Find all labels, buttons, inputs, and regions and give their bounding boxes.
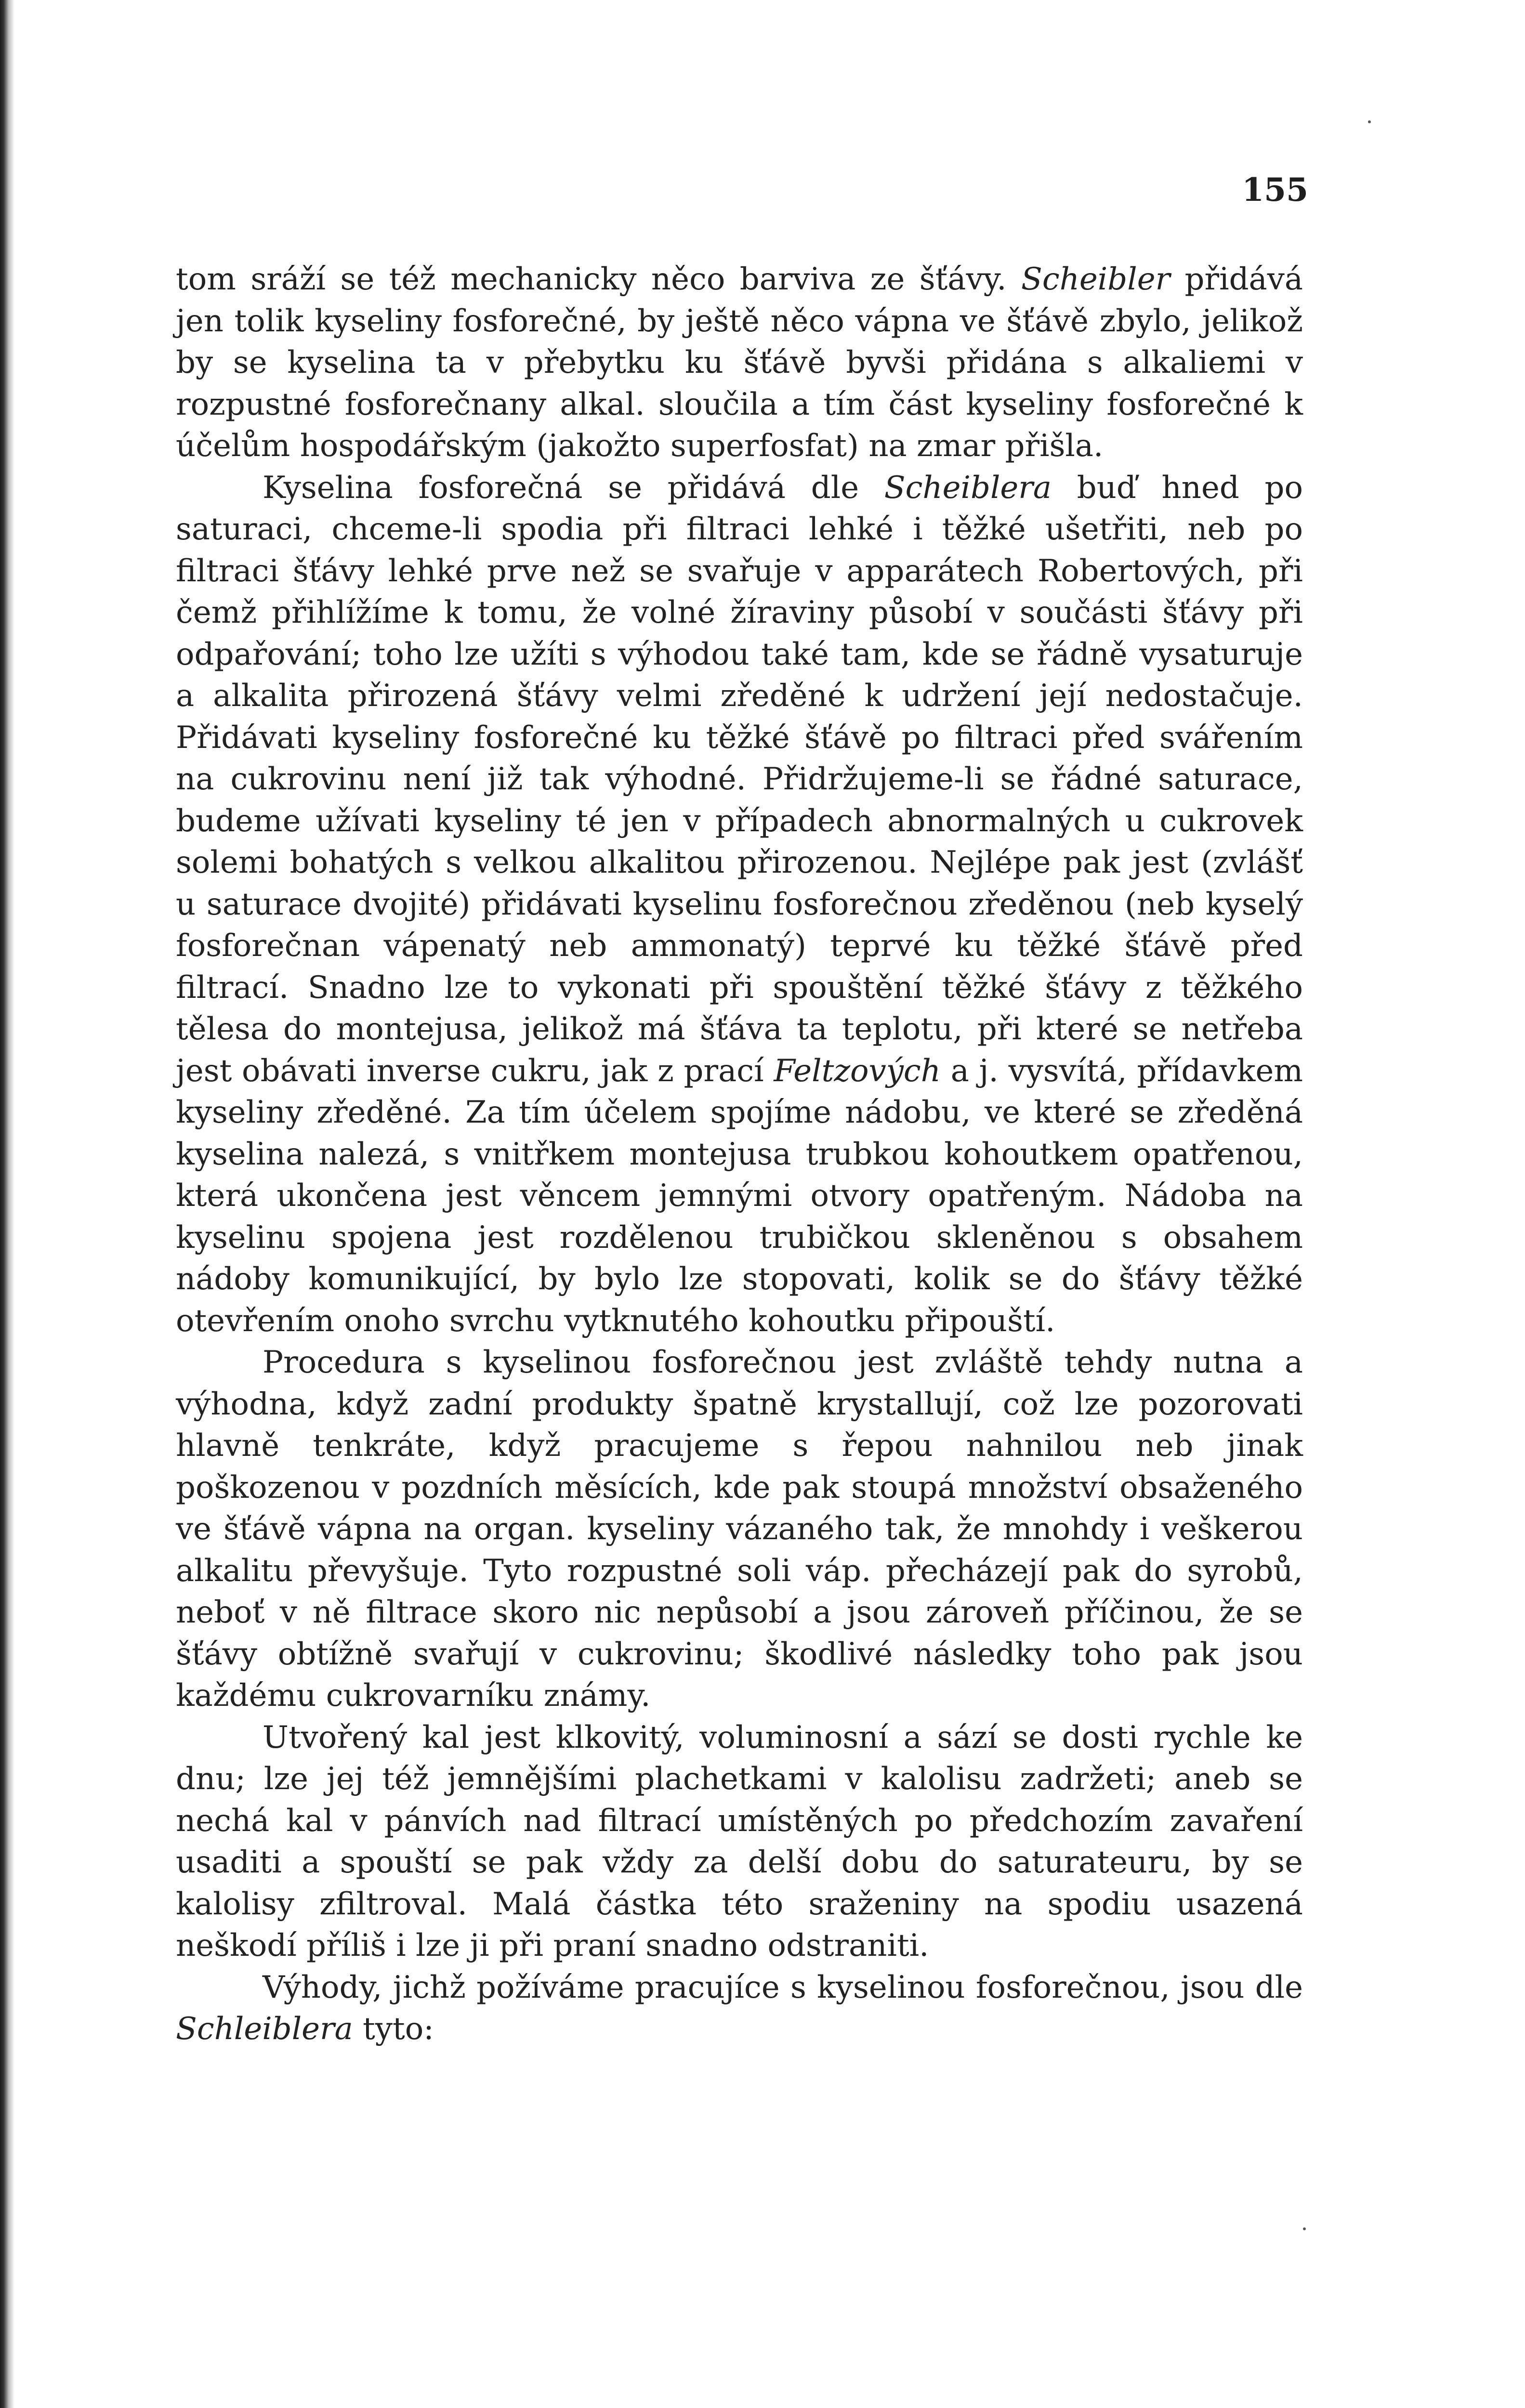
text-run: přidává jen tolik kyseliny fosforečné, by ještě něco vápna ve šťávě zbylo, jelikož by se kyselina ta v přebytku ku šťávě byvši přidána s alkaliemi v rozpustné fosforečnany alkal. sloučila a tím část kyseliny fosforečné k účelům hospodářským (jakožto superfosfat) na zmar přišla. [176,262,1303,464]
paper-speck [1303,2227,1306,2230]
page-edge-shadow [0,0,14,2408]
text-run: Procedura s kyselinou fosforečnou jest zvláště tehdy nutna a výhodna, když zadní produkty špatně krystallují, což lze pozorovati hlavně tenkráte, když pracujeme s řepou nahnilou neb jinak poškozenou v pozdních měsících, kde pak stoupá množství obsaženého ve šťávě vápna na organ. kyseliny vázaného tak, že mnohdy i veškerou alkalitu převyšuje. Tyto rozpustné soli váp. přecházejí pak do syrobů, neboť v ně filtrace skoro nic nepůsobí a jsou zároveň příčinou, že se šťávy obtížně svařují v cukrovinu; škodlivé následky toho pak jsou každému cukrovarníku známy. [176,1345,1303,1714]
text-run: Výhody, jichž požíváme pracujíce s kyselinou fosforečnou, jsou dle [263,1969,1303,2005]
text-run: tom sráží se též mechanicky něco barviva ze šťávy. [176,262,1021,297]
text-run: buď hned po saturaci, chceme-li spodia při filtraci lehké i těžké ušetřiti, neb po filtraci šťávy lehké prve než se svařuje v apparátech Robertových, při čemž přihlížíme k tomu, že volné žíraviny působí v součásti šťávy při odpařování; toho lze užíti s výhodou také tam, kde se řádně vysaturuje a alkalita přirozená šťávy velmi zředěné k udržení její nedostačuje. Přidávati kyseliny fosforečné ku těžké šťávě po filtraci před svářením na cukrovinu není již tak výhodné. Přidržujeme-li se řádné saturace, budeme užívati kyseliny té jen v případech abnormalných u cukrovek solemi bohatých s velkou alkalitou přirozenou. Nejlépe pak jest (zvlášť u saturace dvojité) přidávati kyselinu fosforečnou zředěnou (neb kyselý fosforečnan vápenatý neb ammonatý) teprvé ku těžké šťávě před filtrací. Snadno lze to vykonati při spouštění těžké šťávy z těžkého tělesa do montejusa, jelikož má šťáva ta teplotu, při které se netřeba jest obávati inverse cukru, jak z prací [176,470,1303,1089]
author-name-feltzovych: Feltzových [774,1053,941,1089]
text-run: Kyselina fosforečná se přidává dle [263,470,884,506]
author-name-scheiblera: Scheiblera [884,470,1052,506]
paragraph-5 [176,1967,1303,2050]
body-text [176,259,1303,2050]
paragraph-3 [176,1342,1303,1717]
text-run: Utvořený kal jest klkovitý, voluminosní a sází se dosti rychle ke dnu; lze jej též jemnějšími plachetkami v kalolisu zadržeti; aneb se nechá kal v pánvích nad filtrací umístěných po předchozím zavaření usaditi a spouští se pak vždy za delší dobu do saturateuru, by se kalolisy zfiltroval. Malá částka této sraženiny na spodiu usazená neškodí příliš i lze ji při praní snadno odstraniti. [176,1719,1303,1963]
paragraph-1 [176,259,1303,467]
paragraph-2 [176,467,1303,1342]
text-run: a j. vysvítá, přídavkem kyseliny zředěné. Za tím účelem spojíme nádobu, ve které se zředěná kyselina nalezá, s vnitřkem montejusa trubkou kohoutkem opatřenou, která ukončena jest věncem jemnými otvory opatřeným. Nádoba na kyselinu spojena jest rozdělenou trubičkou skleněnou s obsahem nádoby komunikující, by bylo lze stopovati, kolik se do šťávy těžké otevřením onoho svrchu vytknutého kohoutku připouští. [176,1053,1303,1339]
paragraph-4 [176,1717,1303,1967]
author-name-scheibler: Scheibler [1021,262,1170,297]
paper-speck [1368,120,1371,123]
author-name-schleiblera: Schleiblera [176,2011,353,2047]
text-run: tyto: [353,2011,434,2047]
page-number: 155 [1242,171,1308,209]
